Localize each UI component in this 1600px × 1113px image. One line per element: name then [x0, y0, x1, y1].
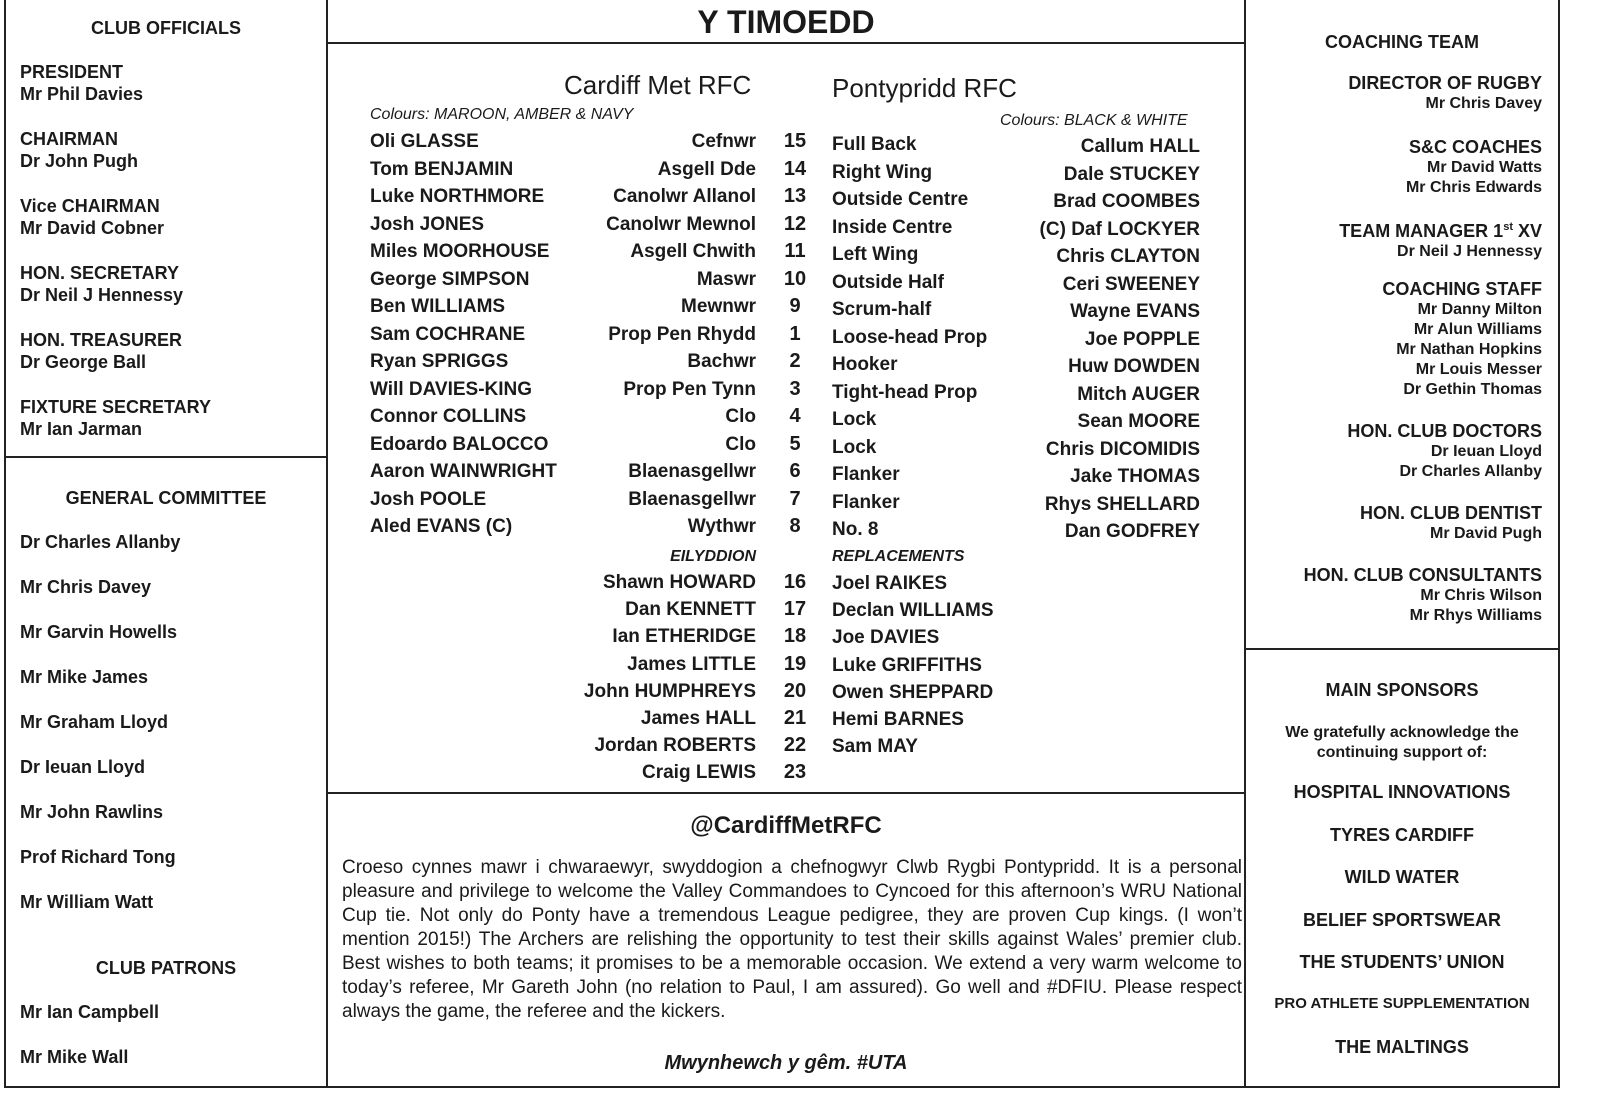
- coaching-role: HON. CLUB CONSULTANTS: [1303, 565, 1542, 585]
- home-replacement: Shawn HOWARD: [602, 572, 756, 593]
- home-player: Tom BENJAMIN: [370, 158, 514, 180]
- sponsor-name: HOSPITAL INNOVATIONS: [1293, 782, 1511, 802]
- club-officials-title: CLUB OFFICIALS: [91, 18, 241, 38]
- away-reserves-title: REPLACEMENTS: [832, 548, 965, 565]
- sponsors-intro-line-1: We gratefully acknowledge the: [1285, 724, 1519, 741]
- away-position: Full Back: [832, 134, 917, 155]
- coaching-group: [1348, 72, 1542, 114]
- committee-member: Mr Garvin Howells: [20, 622, 178, 642]
- home-position: Blaenasgellwr: [628, 461, 756, 482]
- shirt-number: 19: [783, 652, 807, 675]
- home-replacement: Craig LEWIS: [641, 762, 756, 784]
- away-player: Joe POPPLE: [1084, 328, 1200, 350]
- official-name: Mr Phil Davies: [20, 84, 144, 104]
- coaching-group: [1339, 216, 1542, 262]
- coaching-group: [1304, 564, 1542, 626]
- home-position: Bachwr: [687, 351, 756, 372]
- sponsors-intro-line-2: continuing support of:: [1316, 744, 1488, 761]
- home-replacement: Ian ETHERIDGE: [612, 626, 756, 648]
- away-player: Mitch AUGER: [1077, 383, 1200, 405]
- away-position: Tight-head Prop: [832, 381, 978, 403]
- home-player: Sam COCHRANE: [370, 323, 526, 345]
- coaching-name: Mr Rhys Williams: [1409, 607, 1542, 624]
- away-position: Left Wing: [832, 244, 919, 265]
- home-player: Ben WILLIAMS: [370, 296, 506, 317]
- coaching-name: Dr Neil J Hennessy: [1397, 243, 1542, 260]
- home-player: Luke NORTHMORE: [370, 186, 545, 207]
- home-position: Canolwr Mewnol: [606, 213, 756, 235]
- coaching-name: Mr Alun Williams: [1413, 321, 1542, 338]
- shirt-number: 21: [783, 707, 807, 729]
- away-player: Dale STUCKEY: [1063, 163, 1200, 185]
- general-committee-title: GENERAL COMMITTEE: [65, 488, 267, 508]
- coaching-team-title: COACHING TEAM: [1325, 32, 1479, 52]
- coaching-name: Mr Louis Messer: [1415, 361, 1542, 378]
- sponsor-name: BELIEF SPORTSWEAR: [1302, 909, 1501, 930]
- shirt-number: 1: [789, 322, 801, 345]
- shirt-number: 7: [789, 487, 801, 510]
- shirt-number: 4: [789, 405, 801, 427]
- away-position: Right Wing: [832, 161, 933, 183]
- sponsor-name: THE STUDENTS’ UNION: [1299, 952, 1505, 972]
- committee-member: Mr Graham Lloyd: [20, 712, 169, 732]
- away-replacement: Joe DAVIES: [832, 627, 940, 649]
- sponsor-name: WILD WATER: [1344, 867, 1460, 887]
- away-player: Huw DOWDEN: [1068, 356, 1200, 377]
- home-position: Prop Pen Rhydd: [608, 323, 756, 345]
- shirt-number: 11: [784, 240, 806, 262]
- teams-panel: [326, 42, 1246, 794]
- committee-member: Mr John Rawlins: [20, 802, 164, 822]
- away-position: Flanker: [832, 464, 900, 485]
- away-colours: Colours: BLACK & WHITE: [1000, 112, 1188, 129]
- away-player: Callum HALL: [1080, 136, 1200, 157]
- club-officials-panel: [4, 0, 328, 458]
- official-role: FIXTURE SECRETARY: [20, 397, 212, 417]
- home-position: Prop Pen Tynn: [623, 378, 756, 400]
- sign-off: Mwynhewch y gêm. #UTA: [664, 1052, 908, 1074]
- coaching-name: Mr Danny Milton: [1417, 301, 1542, 318]
- general-committee-panel: [4, 456, 328, 1088]
- home-player: Ryan SPRIGGS: [370, 351, 509, 372]
- home-replacement: John HUMPHREYS: [583, 680, 756, 702]
- home-position: Mewnwr: [681, 296, 756, 317]
- coaching-role: HON. CLUB DOCTORS: [1347, 421, 1542, 441]
- sponsor-name: PRO ATHLETE SUPPLEMENTATION: [1274, 994, 1530, 1012]
- committee-member: Mr Mike James: [20, 667, 149, 687]
- coaching-name: Mr Chris Wilson: [1420, 587, 1542, 604]
- coaching-name: Mr Chris Edwards: [1405, 179, 1542, 196]
- coaching-name: Mr Chris Davey: [1425, 95, 1542, 112]
- away-position: Lock: [832, 436, 877, 458]
- home-player: Josh JONES: [370, 213, 485, 235]
- away-player: Jake THOMAS: [1070, 466, 1200, 487]
- home-player: Aled EVANS (C): [370, 516, 513, 537]
- shirt-number: 16: [783, 571, 807, 593]
- shirt-number: 5: [789, 432, 801, 455]
- away-replacement: Owen SHEPPARD: [832, 681, 994, 703]
- shirt-number: 15: [783, 130, 807, 152]
- away-replacement: Joel RAIKES: [832, 573, 948, 594]
- home-replacement: Jordan ROBERTS: [594, 735, 756, 757]
- shirt-number: 2: [789, 350, 801, 372]
- club-patrons-title: CLUB PATRONS: [95, 958, 237, 978]
- away-player: Rhys SHELLARD: [1044, 493, 1200, 515]
- shirt-number: 3: [789, 377, 801, 400]
- official-role: CHAIRMAN: [20, 129, 118, 149]
- coaching-name: Mr David Pugh: [1429, 525, 1542, 542]
- away-team-name: Pontypridd RFC: [832, 73, 1017, 103]
- home-player: George SIMPSON: [370, 268, 530, 290]
- away-replacement: Hemi BARNES: [832, 709, 964, 730]
- away-player: Dan GODFREY: [1064, 521, 1200, 542]
- shirt-number: 14: [783, 157, 807, 180]
- coaching-role: HON. CLUB DENTIST: [1360, 503, 1542, 523]
- page-title: Y TIMOEDD: [697, 4, 875, 40]
- shirt-number: 12: [783, 212, 807, 235]
- coaching-role: DIRECTOR OF RUGBY: [1348, 73, 1542, 93]
- home-position: Clo: [725, 406, 756, 427]
- sponsor-name: THE MALTINGS: [1335, 1037, 1469, 1057]
- coaching-group: [1406, 136, 1542, 198]
- away-position: Lock: [832, 409, 877, 430]
- away-position: Hooker: [832, 354, 898, 375]
- sponsors-title: MAIN SPONSORS: [1325, 680, 1479, 700]
- home-position: Clo: [725, 433, 756, 455]
- coaching-name: Mr David Watts: [1427, 159, 1542, 176]
- shirt-number: 20: [783, 679, 807, 702]
- official-name: Dr Neil J Hennessy: [20, 285, 184, 305]
- away-position: Outside Centre: [832, 189, 969, 210]
- home-replacement: Dan KENNETT: [625, 599, 756, 621]
- away-player: Wayne EVANS: [1070, 301, 1200, 322]
- home-team-name: Cardiff Met RFC: [564, 70, 752, 100]
- coaching-team-panel: [1244, 0, 1560, 650]
- home-player: Aaron WAINWRIGHT: [370, 461, 557, 482]
- official-role: PRESIDENT: [20, 62, 124, 82]
- away-position: No. 8: [832, 519, 879, 540]
- coaching-role: COACHING STAFF: [1382, 279, 1542, 299]
- patron-name: Mr Mike Wall: [20, 1047, 129, 1067]
- official-name: Dr John Pugh: [20, 151, 138, 171]
- home-player: Miles MOORHOUSE: [370, 241, 550, 262]
- home-player: Edoardo BALOCCO: [370, 433, 549, 455]
- coaching-name: Mr Nathan Hopkins: [1396, 341, 1542, 358]
- sponsor-name: TYRES CARDIFF: [1330, 824, 1474, 845]
- official-name: Mr Ian Jarman: [20, 419, 143, 439]
- coaching-name: Dr Gethin Thomas: [1403, 381, 1542, 398]
- away-player: Ceri SWEENEY: [1062, 273, 1200, 295]
- coaching-group: [1360, 502, 1542, 544]
- home-position: Cefnwr: [691, 131, 756, 152]
- shirt-number: 8: [789, 515, 801, 537]
- shirt-number: 23: [783, 761, 807, 784]
- away-replacement: Declan WILLIAMS: [832, 600, 994, 622]
- home-reserves-title: EILYDDION: [670, 548, 756, 565]
- official-name: Mr David Cobner: [20, 218, 165, 238]
- shirt-number: 18: [783, 625, 807, 648]
- patron-name: Mr Ian Campbell: [20, 1002, 160, 1022]
- home-replacement: James LITTLE: [627, 653, 756, 675]
- twitter-handle: @CardiffMetRFC: [690, 812, 882, 839]
- home-replacement: James HALL: [640, 708, 756, 729]
- shirt-number: 13: [783, 185, 807, 207]
- coaching-name: Dr Ieuan Lloyd: [1430, 443, 1542, 460]
- shirt-number: 10: [783, 267, 807, 290]
- away-position: Inside Centre: [832, 216, 953, 238]
- official-role: Vice CHAIRMAN: [20, 196, 160, 216]
- home-player: Will DAVIES-KING: [370, 378, 533, 400]
- coaching-group: [1382, 278, 1542, 400]
- away-player: Brad COOMBES: [1053, 191, 1200, 212]
- away-player: Chris CLAYTON: [1056, 246, 1200, 267]
- sponsors-panel: [1244, 648, 1560, 1088]
- home-position: Wythwr: [687, 516, 756, 537]
- home-position: Maswr: [696, 268, 756, 290]
- shirt-number: 9: [789, 295, 801, 317]
- committee-member: Dr Charles Allanby: [20, 532, 181, 552]
- home-player: Josh POOLE: [370, 488, 487, 510]
- committee-member: Dr Ieuan Lloyd: [20, 757, 146, 777]
- away-replacement: Luke GRIFFITHS: [832, 654, 982, 676]
- shirt-number: 6: [789, 460, 801, 482]
- home-player: Connor COLLINS: [370, 406, 527, 427]
- away-replacement: Sam MAY: [832, 736, 918, 758]
- home-colours: Colours: MAROON, AMBER & NAVY: [370, 106, 634, 123]
- shirt-number: 17: [783, 598, 807, 621]
- home-position: Asgell Chwith: [630, 241, 756, 262]
- home-position: Asgell Dde: [657, 158, 756, 180]
- home-position: Canolwr Allanol: [613, 186, 756, 207]
- official-role: HON. SECRETARY: [20, 263, 180, 283]
- coaching-group: [1347, 420, 1542, 482]
- home-player: Oli GLASSE: [370, 131, 479, 152]
- welcome-panel: [326, 792, 1246, 1088]
- committee-member: Mr William Watt: [20, 892, 154, 912]
- committee-member: Prof Richard Tong: [20, 847, 176, 867]
- away-position: Scrum-half: [832, 299, 932, 320]
- official-name: Dr George Ball: [20, 352, 147, 372]
- home-position: Blaenasgellwr: [628, 488, 756, 510]
- away-position: Flanker: [832, 491, 900, 513]
- away-player: Sean MOORE: [1077, 411, 1200, 432]
- away-player: Chris DICOMIDIS: [1045, 438, 1200, 460]
- coaching-role-sup: st: [1503, 221, 1513, 233]
- away-player: (C) Daf LOCKYER: [1039, 218, 1200, 240]
- coaching-role: TEAM MANAGER 1st XV: [1339, 221, 1542, 241]
- away-position: Loose-head Prop: [832, 326, 988, 348]
- committee-member: Mr Chris Davey: [20, 577, 152, 597]
- welcome-message: Croeso cynnes mawr i chwaraewyr, swyddogion a chefnogwyr Clwb Rygbi Pontypridd. It is a personal pleasure and privilege to welcome the Valley Commandoes to Cyncoed for this afternoon’s WRU National Cup tie. Not only do Ponty have a tremendous League pedigree, they are proven Cup kings. (I won’t mention 2015!) The Archers are relishing the opportunity to test their skills against Wales’ premier club. Best wishes to both teams; it promises to be a memorable occasion. We extend a very warm welcome to today’s referee, Mr Gareth John (no relation to Paul, I am assured). Go well and #DFIU. Please respect always the game, the referee and the kickers.: [342, 857, 1242, 1022]
- official-role: HON. TREASURER: [20, 330, 183, 350]
- shirt-number: 22: [783, 734, 807, 757]
- coaching-role: S&C COACHES: [1408, 137, 1542, 157]
- away-position: Outside Half: [832, 271, 944, 293]
- coaching-name: Dr Charles Allanby: [1399, 463, 1542, 480]
